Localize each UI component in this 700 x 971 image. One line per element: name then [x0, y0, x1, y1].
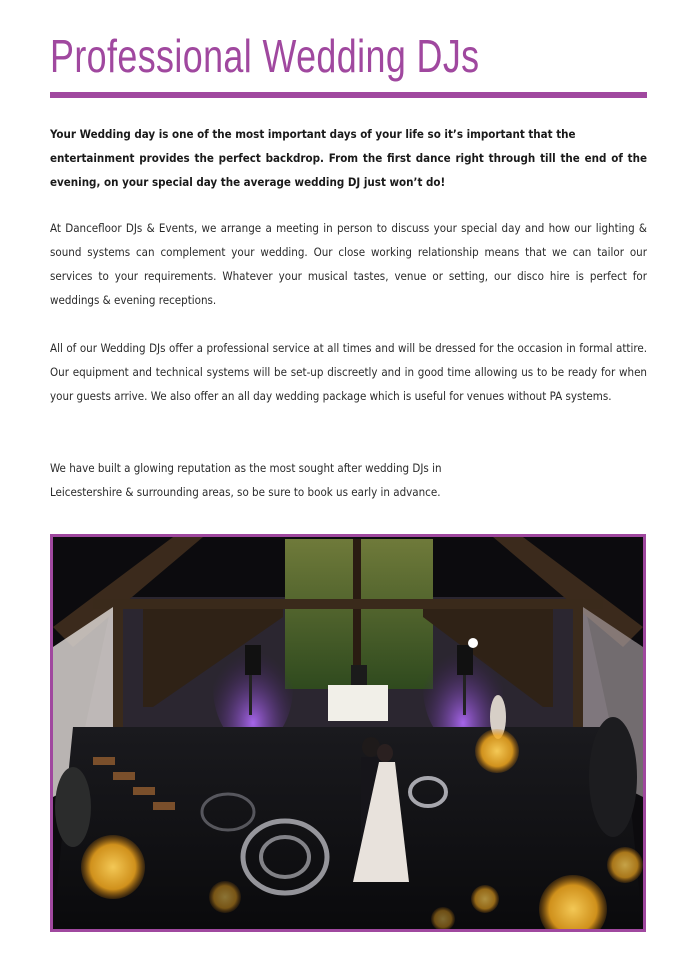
- reputation-paragraph: [50, 456, 647, 504]
- spotlight: [468, 638, 478, 648]
- guest-right: [589, 717, 637, 837]
- speaker-stand-right: [463, 675, 466, 715]
- services-paragraph: At Dancefloor DJs & Events, we arrange a meeting in person to discuss your special day and how our lighting & sound systems can complement your wedding. Our close working relationship means that we can tailor our services to your requirements. Whatever your musical tastes, venue or setting, our disco hire is perfect for weddings & evening receptions.: [50, 221, 647, 307]
- bride-head: [377, 744, 393, 762]
- bokeh-light-2: [475, 729, 519, 773]
- title-divider: [50, 92, 647, 98]
- intro-line-1: Your Wedding day is one of the most important days of your life so it’s important that the: [50, 127, 576, 141]
- photo-illustration: [53, 537, 643, 929]
- dj-figure: [351, 665, 367, 685]
- bokeh-light-6: [209, 881, 241, 913]
- professional-service-paragraph: All of our Wedding DJs offer a professional service at all times and will be dressed for the occasion in formal attire. Our equipment and technical systems will be set-up discreetly and in good time allowing us to be ready for when your guests arrive. We also offer an all day wedding package which is useful for venues without PA systems.: [50, 341, 647, 403]
- dj-booth: [328, 685, 388, 721]
- bokeh-light-1: [81, 835, 145, 899]
- speaker-stand-left: [249, 675, 252, 715]
- tie-beam: [93, 599, 603, 609]
- wedding-dance-photo: [50, 534, 646, 932]
- guest-left: [55, 767, 91, 847]
- page-title: Professional Wedding DJs: [50, 30, 480, 82]
- intro-line-2: entertainment provides the perfect backdrop. From the first dance right through till the end of the evening, on your special day the average wedding DJ just won’t do!: [50, 151, 647, 189]
- speaker-right: [457, 645, 473, 675]
- intro-paragraph: [50, 122, 647, 194]
- reputation-line-2: Leicestershire & surrounding areas, so be sure to book us early in advance.: [50, 485, 441, 499]
- reputation-line-1: We have built a glowing reputation as the most sought after wedding DJs in: [50, 461, 442, 475]
- bokeh-light-5: [471, 885, 499, 913]
- bokeh-light-4: [607, 847, 643, 883]
- speaker-left: [245, 645, 261, 675]
